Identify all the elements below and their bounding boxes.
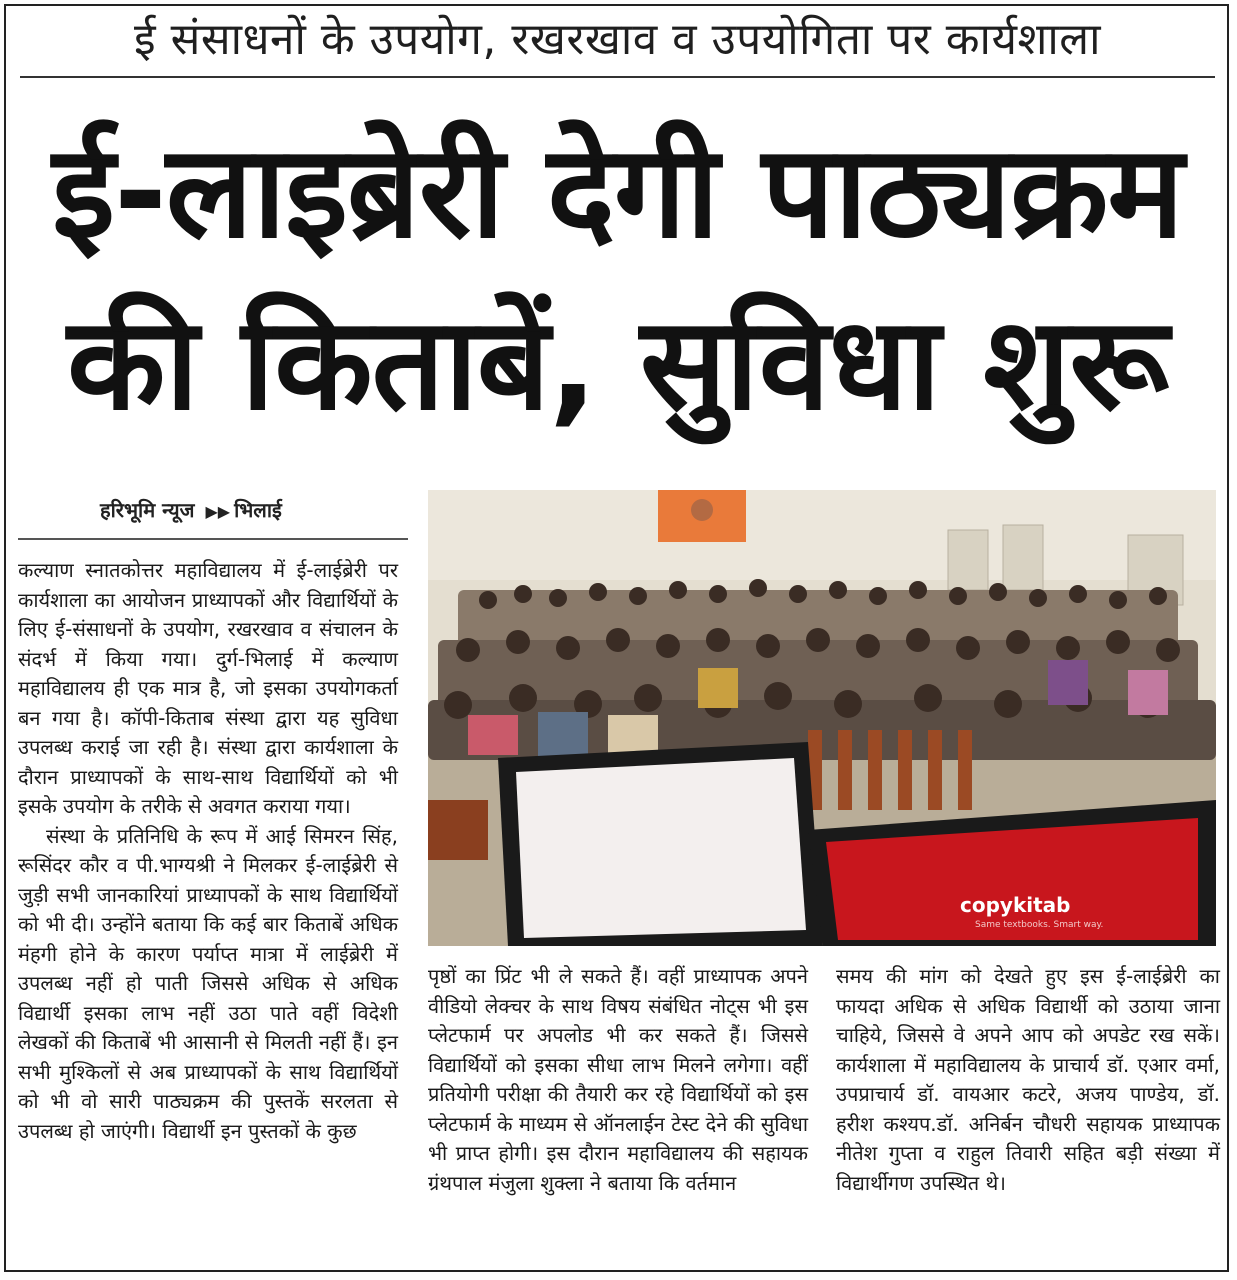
article-paragraph: समय की मांग को देखते हुए इस ई-लाईब्रेरी का फायदा अधिक से अधिक विद्यार्थी को उठाया जाना चाहिये, जिससे वे अपने आप को अपडेट रख सकें। कार्यशाला में महाविद्यालय के प्राचार्य डॉ. एआर वर्मा, उपप्राचार्य डॉ. वायआर कटरे, अजय पाण्डेय, डॉ. हरीश कश्यप.डॉ. अनिर्बन चौधरी सहायक प्राध्यापक नीतेश गुप्ता व राहुल तिवारी सहित बड़ी संख्या में विद्यार्थीगण उपस्थित थे। [836, 964, 1220, 1195]
event-photo [428, 490, 1216, 946]
kicker-divider [20, 76, 1215, 78]
byline-location: भिलाई [234, 498, 282, 522]
article-column-2 [428, 962, 808, 1198]
headline-line-2: की किताबें, सुविधा शुरू [67, 290, 1168, 439]
article-paragraph: संस्था के प्रतिनिधि के रूप में आई सिमरन सिंह, रूसिंदर कौर व पी.भाग्यश्री ने मिलकर ई-लाईब्रेरी से जुड़ी सभी जानकारियां प्राध्यापकों के साथ विद्यार्थियों को भी दी। उन्होंने बताया कि कई बार किताबें अधिक मंहगी होने के कारण पर्याप्त मात्रा में लाईब्रेरी में उपलब्ध नहीं हो पाती जिससे अधिक से अधिक विद्यार्थी इसका लाभ नहीं उठा पाते वहीं विदेशी लेखकों की किताबें भी आसानी से मिलती नहीं हैं। इन सभी मुश्किलों से अब प्राध्यापकों के साथ विद्यार्थियों को भी वो सारी पाठ्यक्रम की पुस्तकें सरलता से उपलब्ध हो जाएंगी। विद्यार्थी इन पुस्तकों के कुछ [18, 823, 398, 1143]
article-paragraph: पृष्ठों का प्रिंट भी ले सकते हैं। वहीं प्राध्यापक अपने वीडियो लेक्चर के साथ विषय संबंधित नोट्स भी इस प्लेटफार्म पर अपलोड भी कर सकते हैं। जिससे विद्यार्थियों को इसका सीधा लाभ मिलने लगेगा। वहीं प्रतियोगी परीक्षा की तैयारी कर रहे विद्यार्थियों को इस प्लेटफार्म के माध्यम से ऑनलाईन टेस्ट देने की सुविधा भी प्राप्त होगी। इस दौरान महाविद्यालय की सहायक ग्रंथपाल मंजुला शुक्ला ने बताया कि वर्तमान [428, 964, 808, 1195]
kicker-headline: ई संसाधनों के उपयोग, रखरखाव व उपयोगिता पर कार्यशाला [133, 14, 1102, 65]
article-column-1 [18, 556, 398, 1146]
laptop-screen-logo: copykitab [960, 893, 1071, 917]
headline-line-1: ई-लाइब्रेरी देगी पाठ्यक्रम [52, 118, 1183, 267]
article-paragraph: कल्याण स्नातकोत्तर महाविद्यालय में ई-लाईब्रेरी पर कार्यशाला का आयोजन प्राध्यापकों और विद्यार्थियों के लिए ई-संसाधनों के उपयोग, रखरखाव व संचालन के संदर्भ में किया गया। दुर्ग-भिलाई में कल्याण महाविद्यालय ही एक मात्र है, जो इसका उपयोगकर्ता बन गया है। कॉपी-किताब संस्था द्वारा यह सुविधा उपलब्ध कराई जा रही है। संस्था द्वारा कार्यशाला के दौरान प्राध्यापकों के साथ-साथ विद्यार्थियों को भी इसके उपयोग के तरीके से अवगत कराया गया। [18, 558, 398, 818]
laptop-screen-tagline: Same textbooks. Smart way. [975, 920, 1104, 930]
byline-arrows-icon: ▶▶ [205, 502, 231, 521]
byline-source: हरिभूमि न्यूज [100, 498, 195, 522]
byline [100, 496, 400, 526]
audience-photo-illustration [428, 490, 1216, 946]
article-column-3 [836, 962, 1220, 1198]
byline-divider [18, 538, 408, 540]
